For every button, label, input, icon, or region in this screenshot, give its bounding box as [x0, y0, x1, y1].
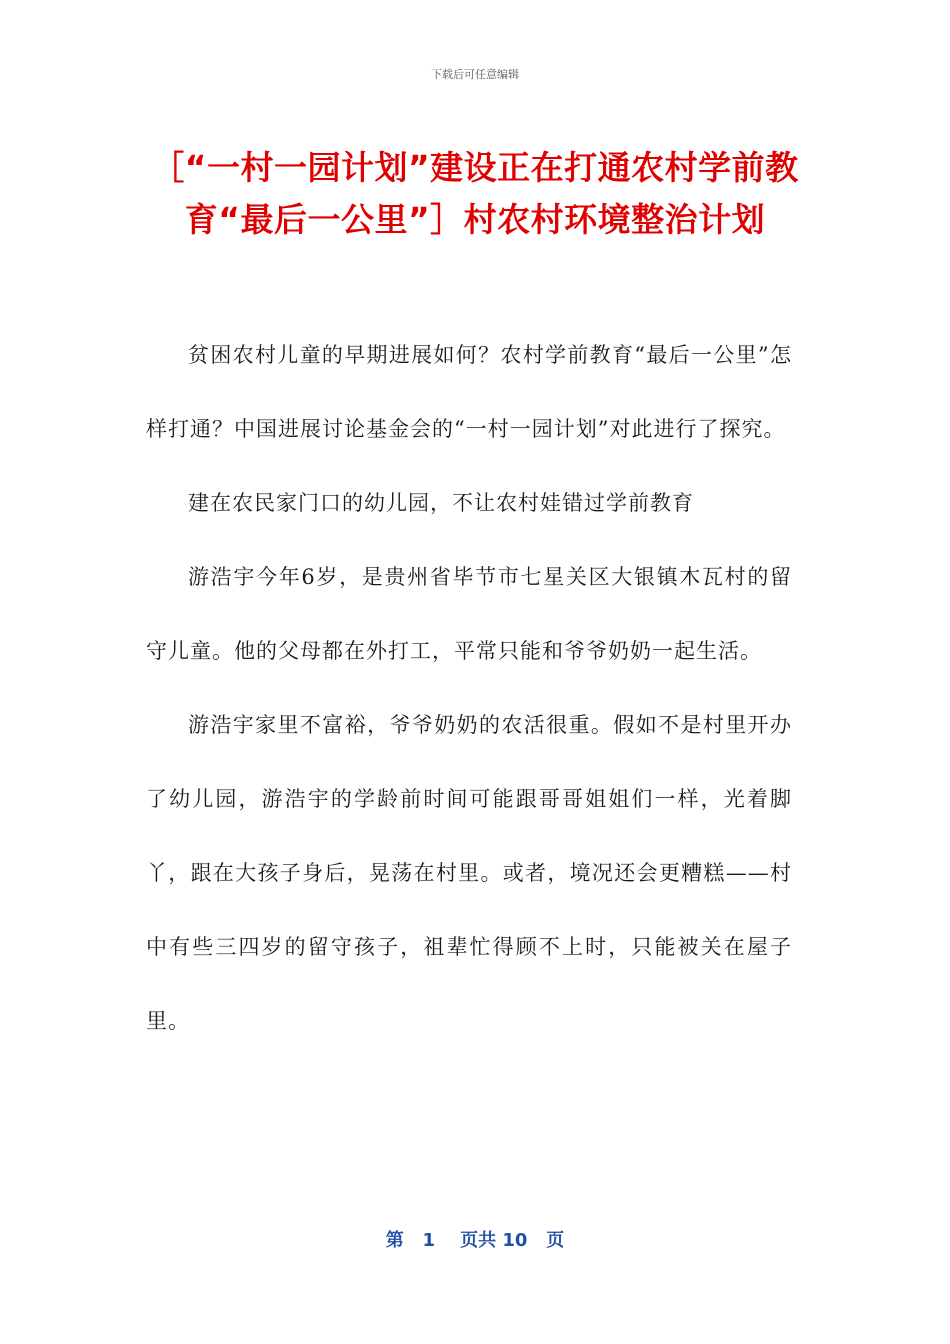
page-footer — [0, 1226, 950, 1252]
paragraph: 游浩宇今年6岁，是贵州省毕节市七星关区大银镇木瓦村的留守儿童。他的父母都在外打工，平常只能和爷爷奶奶一起生活。 — [146, 565, 792, 663]
document-body — [146, 318, 792, 1058]
header-note: 下载后可任意编辑 — [431, 68, 519, 81]
paragraph: 建在农民家门口的幼儿园，不让农村娃错过学前教育 — [188, 491, 694, 515]
footer-prefix: 第 — [385, 1230, 404, 1251]
paragraph: 游浩宇家里不富裕，爷爷奶奶的农活很重。假如不是村里开办了幼儿园，游浩宇的学龄前时间可能跟哥哥姐姐们一样，光着脚丫，跟在大孩子身后，晃荡在村里。或者，境况还会更糟糕——村中有些三四岁的留守孩子，祖辈忙得顾不上时，只能被关在屋子里。 — [146, 713, 792, 1033]
document-title: ［“一村一园计划”建设正在打通农村学前教育“最后一公里”］村农村环境整治计划 — [151, 148, 799, 239]
footer-middle: 页共 — [460, 1230, 497, 1251]
paragraph: 贫困农村儿童的早期进展如何？农村学前教育“最后一公里”怎样打通？中国进展讨论基金会的“一村一园计划”对此进行了探究。 — [146, 343, 792, 441]
footer-page-number: 1 — [422, 1230, 436, 1251]
footer-total-pages: 10 — [502, 1230, 528, 1251]
footer-suffix: 页 — [546, 1230, 565, 1251]
